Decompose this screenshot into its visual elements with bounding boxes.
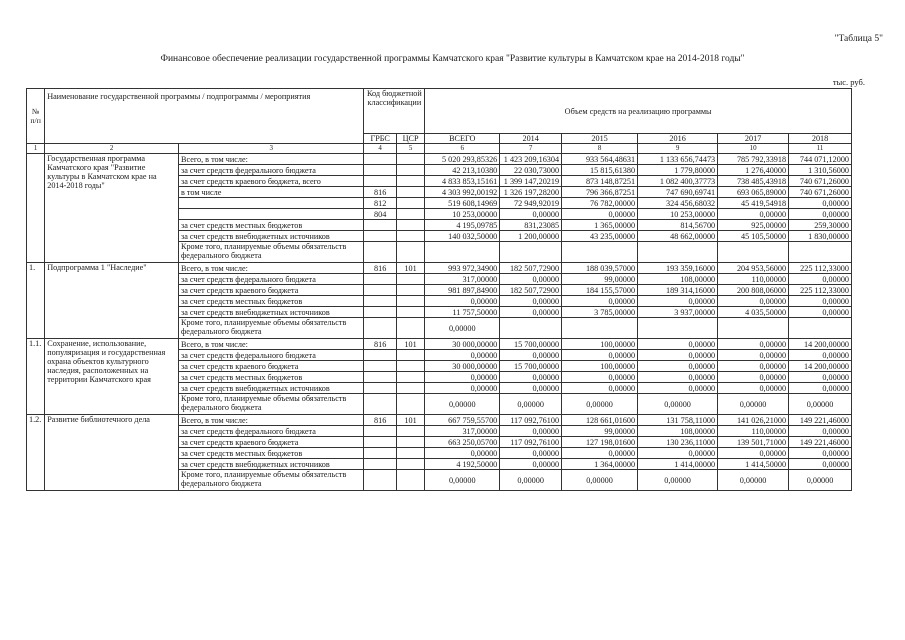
funding-source: Кроме того, планируемые объемы обязательств федерального бюджета [179, 242, 364, 263]
grbs-code [364, 350, 396, 361]
csr-code: 101 [396, 263, 424, 274]
year-value [718, 318, 789, 339]
program-name: Развитие библиотечного дела [45, 415, 179, 491]
year-value: 1 326 197,28200 [500, 187, 562, 198]
year-value: 0,00000 [718, 448, 789, 459]
funding-source: за счет средств краевого бюджета [179, 361, 364, 372]
funding-source: за счет средств внебюджетных источников [179, 231, 364, 242]
funding-source: за счет средств федерального бюджета [179, 274, 364, 285]
csr-code [396, 448, 424, 459]
year-value: 141 026,21000 [718, 415, 789, 426]
total-value: 0,00000 [425, 383, 500, 394]
row-number: 1.2. [27, 415, 45, 491]
csr-code [396, 350, 424, 361]
year-value: 0,00000 [718, 372, 789, 383]
year-value: 0,00000 [500, 448, 562, 459]
total-value: 5 020 293,85326 [425, 154, 500, 165]
csr-code [396, 209, 424, 220]
funding-source [179, 198, 364, 209]
year-value: 188 039,57000 [562, 263, 638, 274]
grbs-code: 812 [364, 198, 396, 209]
year-value: 0,00000 [562, 448, 638, 459]
year-value: 785 792,33918 [718, 154, 789, 165]
grbs-code: 816 [364, 415, 396, 426]
year-value: 1 364,00000 [562, 459, 638, 470]
funding-source: за счет средств местных бюджетов [179, 296, 364, 307]
year-value: 1 276,40000 [718, 165, 789, 176]
csr-code: 101 [396, 339, 424, 350]
year-value: 0,00000 [789, 209, 852, 220]
year-value: 0,00000 [789, 459, 852, 470]
csr-code [396, 318, 424, 339]
year-value: 1 414,50000 [718, 459, 789, 470]
year-value: 0,00000 [500, 307, 562, 318]
year-value: 259,30000 [789, 220, 852, 231]
grbs-code [364, 448, 396, 459]
col-index: 3 [179, 144, 364, 154]
year-value: 0,00000 [638, 372, 718, 383]
row-number: 1. [27, 263, 45, 339]
grbs-code [364, 394, 396, 415]
col-index: 6 [425, 144, 500, 154]
year-value: 14 200,00000 [789, 361, 852, 372]
year-value: 0,00000 [718, 383, 789, 394]
year-value: 0,00000 [718, 339, 789, 350]
total-value: 4 303 992,00192 [425, 187, 500, 198]
col-2018-header: 2018 [789, 134, 852, 144]
year-value: 100,00000 [562, 361, 638, 372]
financing-table [26, 88, 852, 491]
year-value: 1 423 209,16304 [500, 154, 562, 165]
total-value: 30 000,00000 [425, 361, 500, 372]
year-value: 0,00000 [718, 394, 789, 415]
csr-code [396, 459, 424, 470]
year-value: 0,00000 [562, 394, 638, 415]
year-value: 10 253,00000 [638, 209, 718, 220]
col-volume-header: Объем средств на реализацию программы [425, 89, 852, 134]
year-value: 0,00000 [500, 394, 562, 415]
grbs-code [364, 242, 396, 263]
funding-source: за счет средств федерального бюджета [179, 350, 364, 361]
year-value: 0,00000 [718, 209, 789, 220]
year-value [789, 318, 852, 339]
year-value: 193 359,16000 [638, 263, 718, 274]
total-value: 4 833 853,15161 [425, 176, 500, 187]
funding-source: за счет средств краевого бюджета, всего [179, 176, 364, 187]
row-number [27, 154, 45, 263]
year-value: 0,00000 [789, 307, 852, 318]
funding-source: за счет средств краевого бюджета [179, 285, 364, 296]
year-value: 100,00000 [562, 339, 638, 350]
grbs-code [364, 176, 396, 187]
total-value: 0,00000 [425, 394, 500, 415]
year-value: 1 399 147,20219 [500, 176, 562, 187]
year-value: 22 030,73000 [500, 165, 562, 176]
year-value [562, 318, 638, 339]
year-value: 200 808,06000 [718, 285, 789, 296]
total-value: 0,00000 [425, 448, 500, 459]
funding-source: Кроме того, планируемые объемы обязательств федерального бюджета [179, 470, 364, 491]
unit-label: тыс. руб. [832, 77, 865, 87]
year-value: 130 236,11000 [638, 437, 718, 448]
total-value: 10 253,00000 [425, 209, 500, 220]
year-value: 831,23085 [500, 220, 562, 231]
funding-source: Кроме того, планируемые объемы обязательств федерального бюджета [179, 318, 364, 339]
funding-source: за счет средств местных бюджетов [179, 220, 364, 231]
year-value: 0,00000 [638, 350, 718, 361]
table-tag: "Таблица 5" [834, 34, 883, 44]
year-value: 1 082 400,37773 [638, 176, 718, 187]
year-value: 149 221,46000 [789, 415, 852, 426]
csr-code [396, 372, 424, 383]
year-value: 0,00000 [789, 296, 852, 307]
csr-code [396, 165, 424, 176]
year-value: 72 949,92019 [500, 198, 562, 209]
year-value: 189 314,16000 [638, 285, 718, 296]
grbs-code [364, 154, 396, 165]
year-value [500, 242, 562, 263]
year-value: 184 155,57000 [562, 285, 638, 296]
year-value: 99,00000 [562, 274, 638, 285]
year-value: 0,00000 [789, 198, 852, 209]
year-value: 0,00000 [500, 350, 562, 361]
total-value: 4 195,09785 [425, 220, 500, 231]
year-value: 933 564,48631 [562, 154, 638, 165]
year-value: 117 092,76100 [500, 437, 562, 448]
grbs-code [364, 470, 396, 491]
csr-code [396, 220, 424, 231]
funding-source: за счет средств местных бюджетов [179, 372, 364, 383]
year-value: 131 758,11000 [638, 415, 718, 426]
year-value: 1 779,80000 [638, 165, 718, 176]
col-index: 4 [364, 144, 396, 154]
row-number: 1.1. [27, 339, 45, 415]
year-value: 747 690,69741 [638, 187, 718, 198]
year-value: 0,00000 [638, 296, 718, 307]
total-value: 317,00000 [425, 426, 500, 437]
year-value: 0,00000 [789, 470, 852, 491]
year-value: 0,00000 [638, 361, 718, 372]
column-index-row [27, 144, 852, 154]
funding-source: Кроме того, планируемые объемы обязательств федерального бюджета [179, 394, 364, 415]
table-row [27, 415, 852, 426]
grbs-code: 804 [364, 209, 396, 220]
year-value: 110,00000 [718, 274, 789, 285]
csr-code [396, 296, 424, 307]
year-value: 0,00000 [500, 426, 562, 437]
csr-code [396, 176, 424, 187]
year-value: 3 785,00000 [562, 307, 638, 318]
grbs-code [364, 437, 396, 448]
year-value: 45 419,54918 [718, 198, 789, 209]
total-value: 42 213,10380 [425, 165, 500, 176]
year-value [500, 318, 562, 339]
col-code-header: Код бюджетной классификации [364, 89, 425, 134]
year-value: 1 200,00000 [500, 231, 562, 242]
year-value [789, 242, 852, 263]
total-value: 993 972,34900 [425, 263, 500, 274]
year-value: 0,00000 [500, 274, 562, 285]
year-value: 0,00000 [562, 209, 638, 220]
year-value [718, 242, 789, 263]
col-index: 9 [638, 144, 718, 154]
year-value: 0,00000 [638, 448, 718, 459]
year-value: 127 198,01600 [562, 437, 638, 448]
csr-code [396, 383, 424, 394]
program-name: Подпрограмма 1 "Наследие" [45, 263, 179, 339]
grbs-code [364, 296, 396, 307]
total-value: 0,00000 [425, 318, 500, 339]
grbs-code: 816 [364, 187, 396, 198]
year-value: 15 700,00000 [500, 339, 562, 350]
funding-source: за счет средств федерального бюджета [179, 426, 364, 437]
year-value: 0,00000 [500, 209, 562, 220]
csr-code [396, 394, 424, 415]
csr-code: 101 [396, 415, 424, 426]
year-value: 925,00000 [718, 220, 789, 231]
csr-code [396, 154, 424, 165]
year-value: 0,00000 [562, 470, 638, 491]
year-value: 128 661,01600 [562, 415, 638, 426]
total-value [425, 242, 500, 263]
year-value: 0,00000 [789, 394, 852, 415]
csr-code [396, 426, 424, 437]
grbs-code [364, 307, 396, 318]
table-body [27, 154, 852, 491]
grbs-code [364, 165, 396, 176]
year-value: 225 112,33000 [789, 285, 852, 296]
year-value: 99,00000 [562, 426, 638, 437]
year-value: 1 830,00000 [789, 231, 852, 242]
funding-source: Всего, в том числе: [179, 339, 364, 350]
table-row [27, 154, 852, 165]
year-value: 740 671,26000 [789, 187, 852, 198]
program-name: Сохранение, использование, популяризация и государственная охрана объектов культурного наследия, расположенных на территории Камчатского края [45, 339, 179, 415]
grbs-code [364, 372, 396, 383]
csr-code [396, 187, 424, 198]
year-value: 0,00000 [562, 383, 638, 394]
year-value: 0,00000 [789, 383, 852, 394]
year-value: 1 365,00000 [562, 220, 638, 231]
year-value [562, 242, 638, 263]
year-value: 1 310,56000 [789, 165, 852, 176]
year-value: 0,00000 [500, 383, 562, 394]
year-value: 76 782,00000 [562, 198, 638, 209]
year-value: 0,00000 [500, 470, 562, 491]
funding-source: в том числе [179, 187, 364, 198]
total-value: 0,00000 [425, 470, 500, 491]
year-value: 182 507,72900 [500, 285, 562, 296]
grbs-code [364, 361, 396, 372]
csr-code [396, 231, 424, 242]
year-value: 0,00000 [718, 361, 789, 372]
csr-code [396, 361, 424, 372]
year-value: 738 485,43918 [718, 176, 789, 187]
year-value: 0,00000 [789, 274, 852, 285]
col-index: 2 [45, 144, 179, 154]
col-index: 7 [500, 144, 562, 154]
year-value: 182 507,72900 [500, 263, 562, 274]
year-value: 108,00000 [638, 426, 718, 437]
year-value: 1 414,00000 [638, 459, 718, 470]
col-index: 1 [27, 144, 45, 154]
col-index: 5 [396, 144, 424, 154]
col-2015-header: 2015 [562, 134, 638, 144]
csr-code [396, 274, 424, 285]
year-value: 149 221,46000 [789, 437, 852, 448]
year-value: 0,00000 [718, 350, 789, 361]
document-title: Финансовое обеспечение реализации государственной программы Камчатского края "Развитие культуры в Камчатском крае на 2014-2018 годы" [160, 54, 745, 64]
year-value: 3 937,00000 [638, 307, 718, 318]
total-value: 140 032,50000 [425, 231, 500, 242]
total-value: 0,00000 [425, 350, 500, 361]
csr-code [396, 307, 424, 318]
year-value: 0,00000 [638, 383, 718, 394]
grbs-code [364, 426, 396, 437]
year-value: 693 065,89000 [718, 187, 789, 198]
year-value: 0,00000 [562, 350, 638, 361]
year-value: 48 662,00000 [638, 231, 718, 242]
grbs-code [364, 285, 396, 296]
funding-source [179, 209, 364, 220]
col-2016-header: 2016 [638, 134, 718, 144]
year-value: 4 035,50000 [718, 307, 789, 318]
year-value: 324 456,68032 [638, 198, 718, 209]
total-value: 317,00000 [425, 274, 500, 285]
year-value: 139 501,71000 [718, 437, 789, 448]
funding-source: за счет средств внебюджетных источников [179, 383, 364, 394]
col-grbs-header: ГРБС [364, 134, 396, 144]
col-index: 8 [562, 144, 638, 154]
year-value: 0,00000 [718, 470, 789, 491]
funding-source: Всего, в том числе: [179, 154, 364, 165]
program-name: Государственная программа Камчатского края "Развитие культуры в Камчатском крае на 2014-2018 годы" [45, 154, 179, 263]
table-row [27, 339, 852, 350]
year-value: 0,00000 [500, 459, 562, 470]
year-value: 117 092,76100 [500, 415, 562, 426]
total-value: 667 759,55700 [425, 415, 500, 426]
col-index: 10 [718, 144, 789, 154]
year-value: 0,00000 [789, 372, 852, 383]
year-value: 0,00000 [718, 296, 789, 307]
year-value: 814,56700 [638, 220, 718, 231]
funding-source: за счет средств краевого бюджета [179, 437, 364, 448]
year-value: 204 953,56000 [718, 263, 789, 274]
total-value: 11 757,50000 [425, 307, 500, 318]
year-value: 1 133 656,74473 [638, 154, 718, 165]
year-value: 45 105,50000 [718, 231, 789, 242]
total-value: 4 192,50000 [425, 459, 500, 470]
funding-source: за счет средств внебюджетных источников [179, 459, 364, 470]
total-value: 519 608,14969 [425, 198, 500, 209]
grbs-code [364, 231, 396, 242]
year-value: 108,00000 [638, 274, 718, 285]
total-value: 30 000,00000 [425, 339, 500, 350]
grbs-code [364, 459, 396, 470]
grbs-code [364, 220, 396, 231]
csr-code [396, 470, 424, 491]
col-name-header: Наименование государственной программы / подпрограммы / мероприятия [45, 89, 364, 144]
col-num-header: № п/п [27, 89, 45, 144]
grbs-code: 816 [364, 339, 396, 350]
funding-source: за счет средств внебюджетных источников [179, 307, 364, 318]
table-row [27, 263, 852, 274]
year-value: 15 700,00000 [500, 361, 562, 372]
csr-code [396, 242, 424, 263]
year-value: 740 671,26000 [789, 176, 852, 187]
year-value [638, 242, 718, 263]
year-value: 14 200,00000 [789, 339, 852, 350]
grbs-code [364, 274, 396, 285]
funding-source: Всего, в том числе: [179, 415, 364, 426]
funding-source: Всего, в том числе: [179, 263, 364, 274]
csr-code [396, 437, 424, 448]
year-value: 225 112,33000 [789, 263, 852, 274]
col-total-header: ВСЕГО [425, 134, 500, 144]
col-csr-header: ЦСР [396, 134, 424, 144]
csr-code [396, 285, 424, 296]
year-value: 0,00000 [500, 372, 562, 383]
grbs-code: 816 [364, 263, 396, 274]
year-value: 0,00000 [789, 448, 852, 459]
col-2014-header: 2014 [500, 134, 562, 144]
year-value: 0,00000 [562, 372, 638, 383]
year-value: 0,00000 [638, 339, 718, 350]
total-value: 0,00000 [425, 296, 500, 307]
year-value: 0,00000 [789, 350, 852, 361]
year-value: 15 815,61380 [562, 165, 638, 176]
col-2017-header: 2017 [718, 134, 789, 144]
year-value: 43 235,00000 [562, 231, 638, 242]
grbs-code [364, 318, 396, 339]
total-value: 981 897,84900 [425, 285, 500, 296]
total-value: 663 250,05700 [425, 437, 500, 448]
year-value: 110,00000 [718, 426, 789, 437]
funding-source: за счет средств местных бюджетов [179, 448, 364, 459]
year-value: 0,00000 [638, 394, 718, 415]
year-value: 0,00000 [562, 296, 638, 307]
funding-source: за счет средств федерального бюджета [179, 165, 364, 176]
year-value: 0,00000 [789, 426, 852, 437]
year-value: 873 148,87251 [562, 176, 638, 187]
year-value: 0,00000 [500, 296, 562, 307]
total-value: 0,00000 [425, 372, 500, 383]
year-value: 744 071,12000 [789, 154, 852, 165]
year-value: 796 366,87251 [562, 187, 638, 198]
csr-code [396, 198, 424, 209]
grbs-code [364, 383, 396, 394]
year-value: 0,00000 [638, 470, 718, 491]
col-index: 11 [789, 144, 852, 154]
year-value [638, 318, 718, 339]
